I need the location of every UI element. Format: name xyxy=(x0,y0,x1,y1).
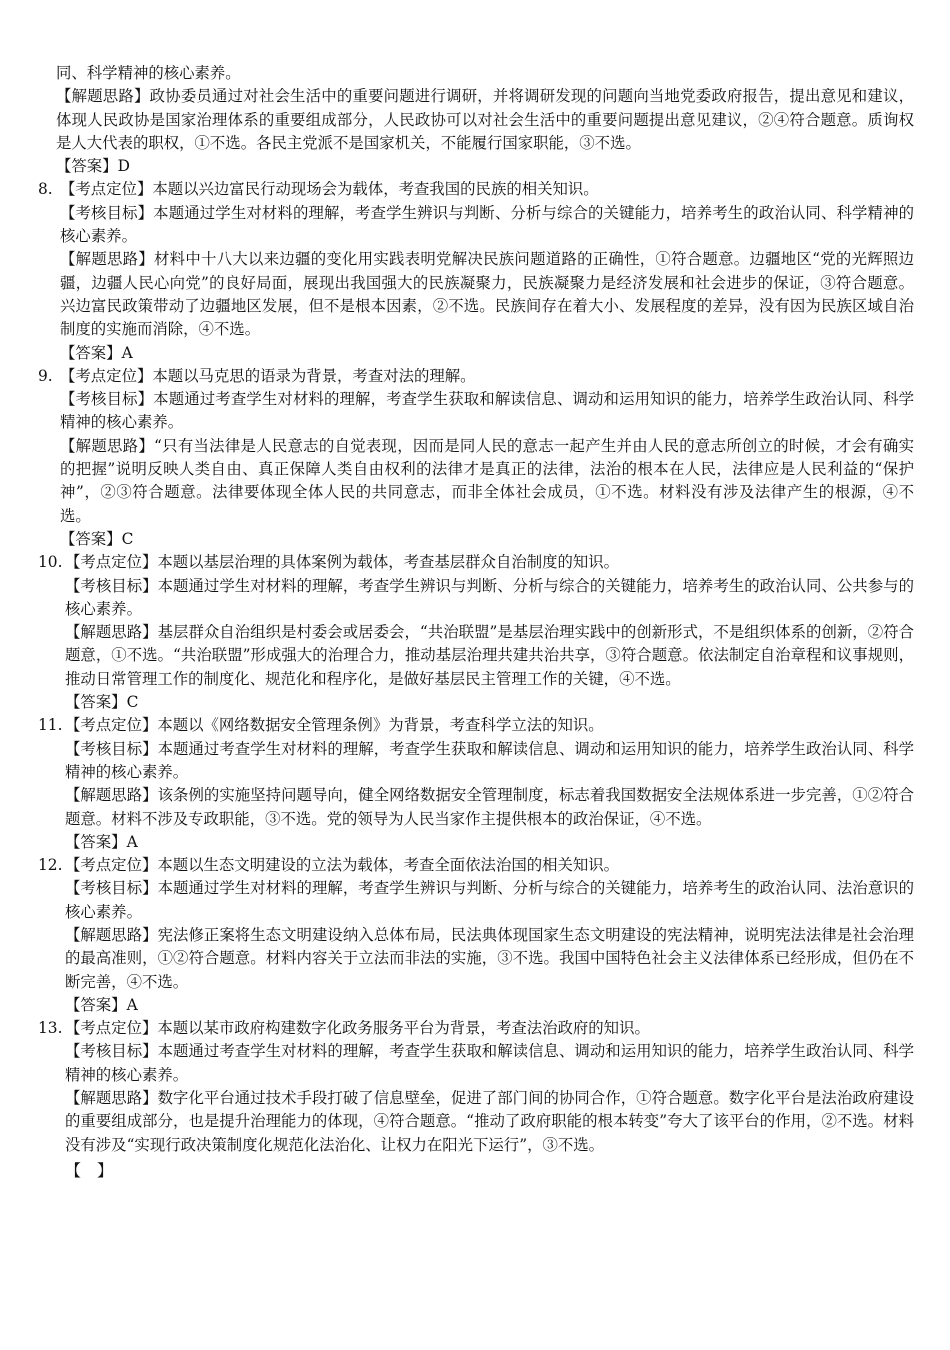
mubiao-text: 【考核目标】本题通过学生对材料的理解，考查学生辨识与判断、分析与综合的关键能力，培养考生的政治认同、公共参与的核心素养。 xyxy=(65,576,914,618)
item-13 xyxy=(38,1017,914,1182)
item-number: 8. xyxy=(38,180,53,199)
item-9 xyxy=(38,365,914,551)
silu-text: 【解题思路】数字化平台通过技术手段打破了信息壁垒，促进了部门间的协同合作，①符合题意。数字化平台是法治政府建设的重要组成部分，也是提升治理能力的体现，④符合题意。“推动了政府职能的根本转变”夸大了该平台的作用，②不选。材料没有涉及“实现行政决策制度化规范化法治化、让权力在阳光下运行”，③不选。 xyxy=(65,1089,914,1154)
item-12 xyxy=(38,854,914,1017)
answer-text: 【答案】A xyxy=(65,995,138,1014)
mubiao-text: 【考核目标】本题通过考查学生对材料的理解，考查学生获取和解读信息、调动和运用知识的能力，培养学生政治认同、科学精神的核心素养。 xyxy=(65,1042,914,1084)
item-number: 11. xyxy=(38,716,63,735)
item-7-silu: 【解题思路】政协委员通过对社会生活中的重要问题进行调研，并将调研发现的问题向当地党委政府报告，提出意见和建议，体现人民政协是国家治理体系的重要组成部分，人民政协可以对社会生活中的重要问题提出意见建议，②④符合题意。质询权是人大代表的职权，①不选。各民主党派不是国家机关，不能履行国家职能，③不选。 xyxy=(56,87,914,152)
mubiao-text: 【考核目标】本题通过考查学生对材料的理解，考查学生获取和解读信息、调动和运用知识的能力，培养学生政治认同、科学精神的核心素养。 xyxy=(65,739,914,781)
answer-text: 【答案】C xyxy=(60,529,134,548)
mubiao-text: 【考核目标】本题通过学生对材料的理解，考查学生辨识与判断、分析与综合的关键能力，培养考生的政治认同、科学精神的核心素养。 xyxy=(60,203,914,246)
answer-bracket: 【 】 xyxy=(65,1160,114,1180)
answer-text: 【答案】C xyxy=(65,693,139,712)
answer-text: 【答案】A xyxy=(60,343,133,362)
mubiao-text: 【考核目标】本题通过学生对材料的理解，考查学生辨识与判断、分析与综合的关键能力，培养考生的政治认同、法治意识的核心素养。 xyxy=(65,879,914,921)
item-10 xyxy=(38,551,914,714)
answer-explanations-page xyxy=(38,62,914,1182)
mubiao-text: 【考核目标】本题通过考查学生对材料的理解，考查学生获取和解读信息、调动和运用知识的能力，培养学生政治认同、科学精神的核心素养。 xyxy=(60,390,914,432)
kaodian-text: 【考点定位】本题以马克思的语录为背景，考查对法的理解。 xyxy=(60,366,476,385)
kaodian-text: 【考点定位】本题以基层治理的具体案例为载体，考查基层群众自治制度的知识。 xyxy=(65,553,620,572)
item-7-mubiao-tail: 同、科学精神的核心素养。 xyxy=(56,64,241,82)
kaodian-text: 【考点定位】本题以兴边富民行动现场会为载体，考查我国的民族的相关知识。 xyxy=(60,180,599,199)
kaodian-text: 【考点定位】本题以《网络数据安全管理条例》为背景，考查科学立法的知识。 xyxy=(65,716,604,735)
silu-text: 【解题思路】材料中十八大以来边疆的变化用实践表明党解决民族问题道路的正确性，①符合题意。边疆地区“党的光辉照边疆，边疆人民心向党”的良好局面，展现出我国强大的民族凝聚力，民族凝聚力是经济发展和社会进步的保证，③符合题意。兴边富民政策带动了边疆地区发展，但不是根本因素，②不选。民族间存在着大小、发展程度的差异，没有因为民族区域自治制度的实施而消除，④不选。 xyxy=(60,250,914,339)
kaodian-text: 【考点定位】本题以生态文明建设的立法为载体，考查全面依法治国的相关知识。 xyxy=(65,856,620,875)
silu-text: 【解题思路】基层群众自治组织是村委会或居委会，“共治联盟”是基层治理实践中的创新形式，不是组织体系的创新，②符合题意，①不选。“共治联盟”形成强大的治理合力，推动基层治理共建共治共享，③符合题意。依法制定自治章程和议事规则，推动日常管理工作的制度化、规范化和程序化，是做好基层民主管理工作的关键，④不选。 xyxy=(65,623,914,688)
item-7-continuation xyxy=(38,62,914,178)
silu-text: 【解题思路】宪法修正案将生态文明建设纳入总体布局，民法典体现国家生态文明建设的宪法精神，说明宪法法律是社会治理的最高准则，①②符合题意。材料内容关于立法而非法的实施，③不选。我国中国特色社会主义法律体系已经形成，但仍在不断完善，④不选。 xyxy=(65,925,914,991)
item-11 xyxy=(38,714,914,854)
item-number: 9. xyxy=(38,366,53,385)
item-8 xyxy=(38,178,914,364)
item-number: 12. xyxy=(38,856,63,875)
item-number: 10. xyxy=(38,553,63,572)
silu-text: 【解题思路】该条例的实施坚持问题导向，健全网络数据安全管理制度，标志着我国数据安全法规体系进一步完善，①②符合题意。材料不涉及专政职能，③不选。党的领导为人民当家作主提供根本的政治保证，④不选。 xyxy=(65,786,914,828)
kaodian-text: 【考点定位】本题以某市政府构建数字化政务服务平台为背景，考查法治政府的知识。 xyxy=(65,1019,650,1038)
silu-text: 【解题思路】“只有当法律是人民意志的自觉表现，因而是同人民的意志一起产生并由人民的意志所创立的时候，才会有确实的把握”说明反映人类自由、真正保障人类自由权利的法律才是真正的法律，法治的根本在人民，法律应是人民利益的“保护神”，②③符合题意。法律要体现全体人民的共同意志，而非全体社会成员，①不选。材料没有涉及法律产生的根源，④不选。 xyxy=(60,436,914,525)
item-number: 13. xyxy=(38,1019,63,1038)
answer-text: 【答案】A xyxy=(65,832,138,851)
item-7-answer: 【答案】D xyxy=(56,157,130,176)
